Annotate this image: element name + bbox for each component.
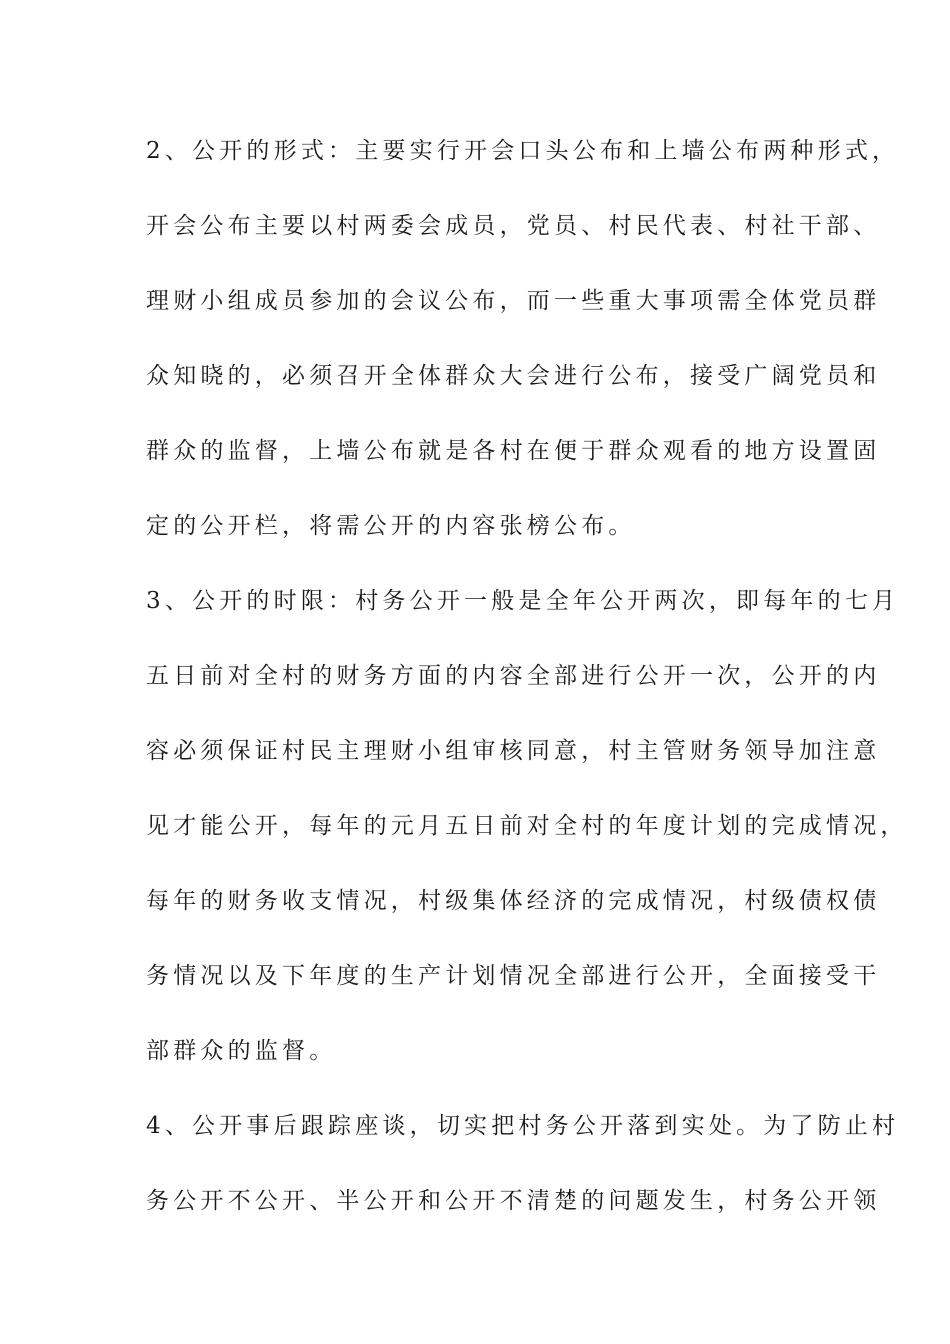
text-line: 务情况以及下年度的生产计划情况全部进行公开，全面接受干: [146, 963, 881, 989]
text-line: 开会公布主要以村两委会成员，党员、村民代表、村社干部、: [146, 213, 881, 239]
text-line: 部群众的监督。: [146, 1038, 337, 1064]
text-line: 每年的财务收支情况，村级集体经济的完成情况，村级债权债: [146, 888, 881, 914]
text-line: 定的公开栏，将需公开的内容张榜公布。: [146, 513, 636, 539]
text-line: 见才能公开，每年的元月五日前对全村的年度计划的完成情况，: [146, 813, 908, 839]
text-line: 众知晓的，必须召开全体群众大会进行公布，接受广阔党员和: [146, 363, 881, 389]
text-line: 4、公开事后跟踪座谈，切实把村务公开落到实处。为了防止村: [146, 1113, 900, 1139]
text-line: 五日前对全村的财务方面的内容全部进行公开一次，公开的内: [146, 663, 881, 689]
text-line: 容必须保证村民主理财小组审核同意，村主管财务领导加注意: [146, 738, 881, 764]
text-line: 3、公开的时限：村务公开一般是全年公开两次，即每年的七月: [146, 588, 900, 614]
text-line: 理财小组成员参加的会议公布，而一些重大事项需全体党员群: [146, 288, 881, 314]
text-line: 2、公开的形式：主要实行开会口头公布和上墙公布两种形式，: [146, 138, 900, 164]
text-line: 务公开不公开、半公开和公开不清楚的问题发生，村务公开领: [146, 1188, 881, 1214]
text-line: 群众的监督，上墙公布就是各村在便于群众观看的地方设置固: [146, 438, 881, 464]
